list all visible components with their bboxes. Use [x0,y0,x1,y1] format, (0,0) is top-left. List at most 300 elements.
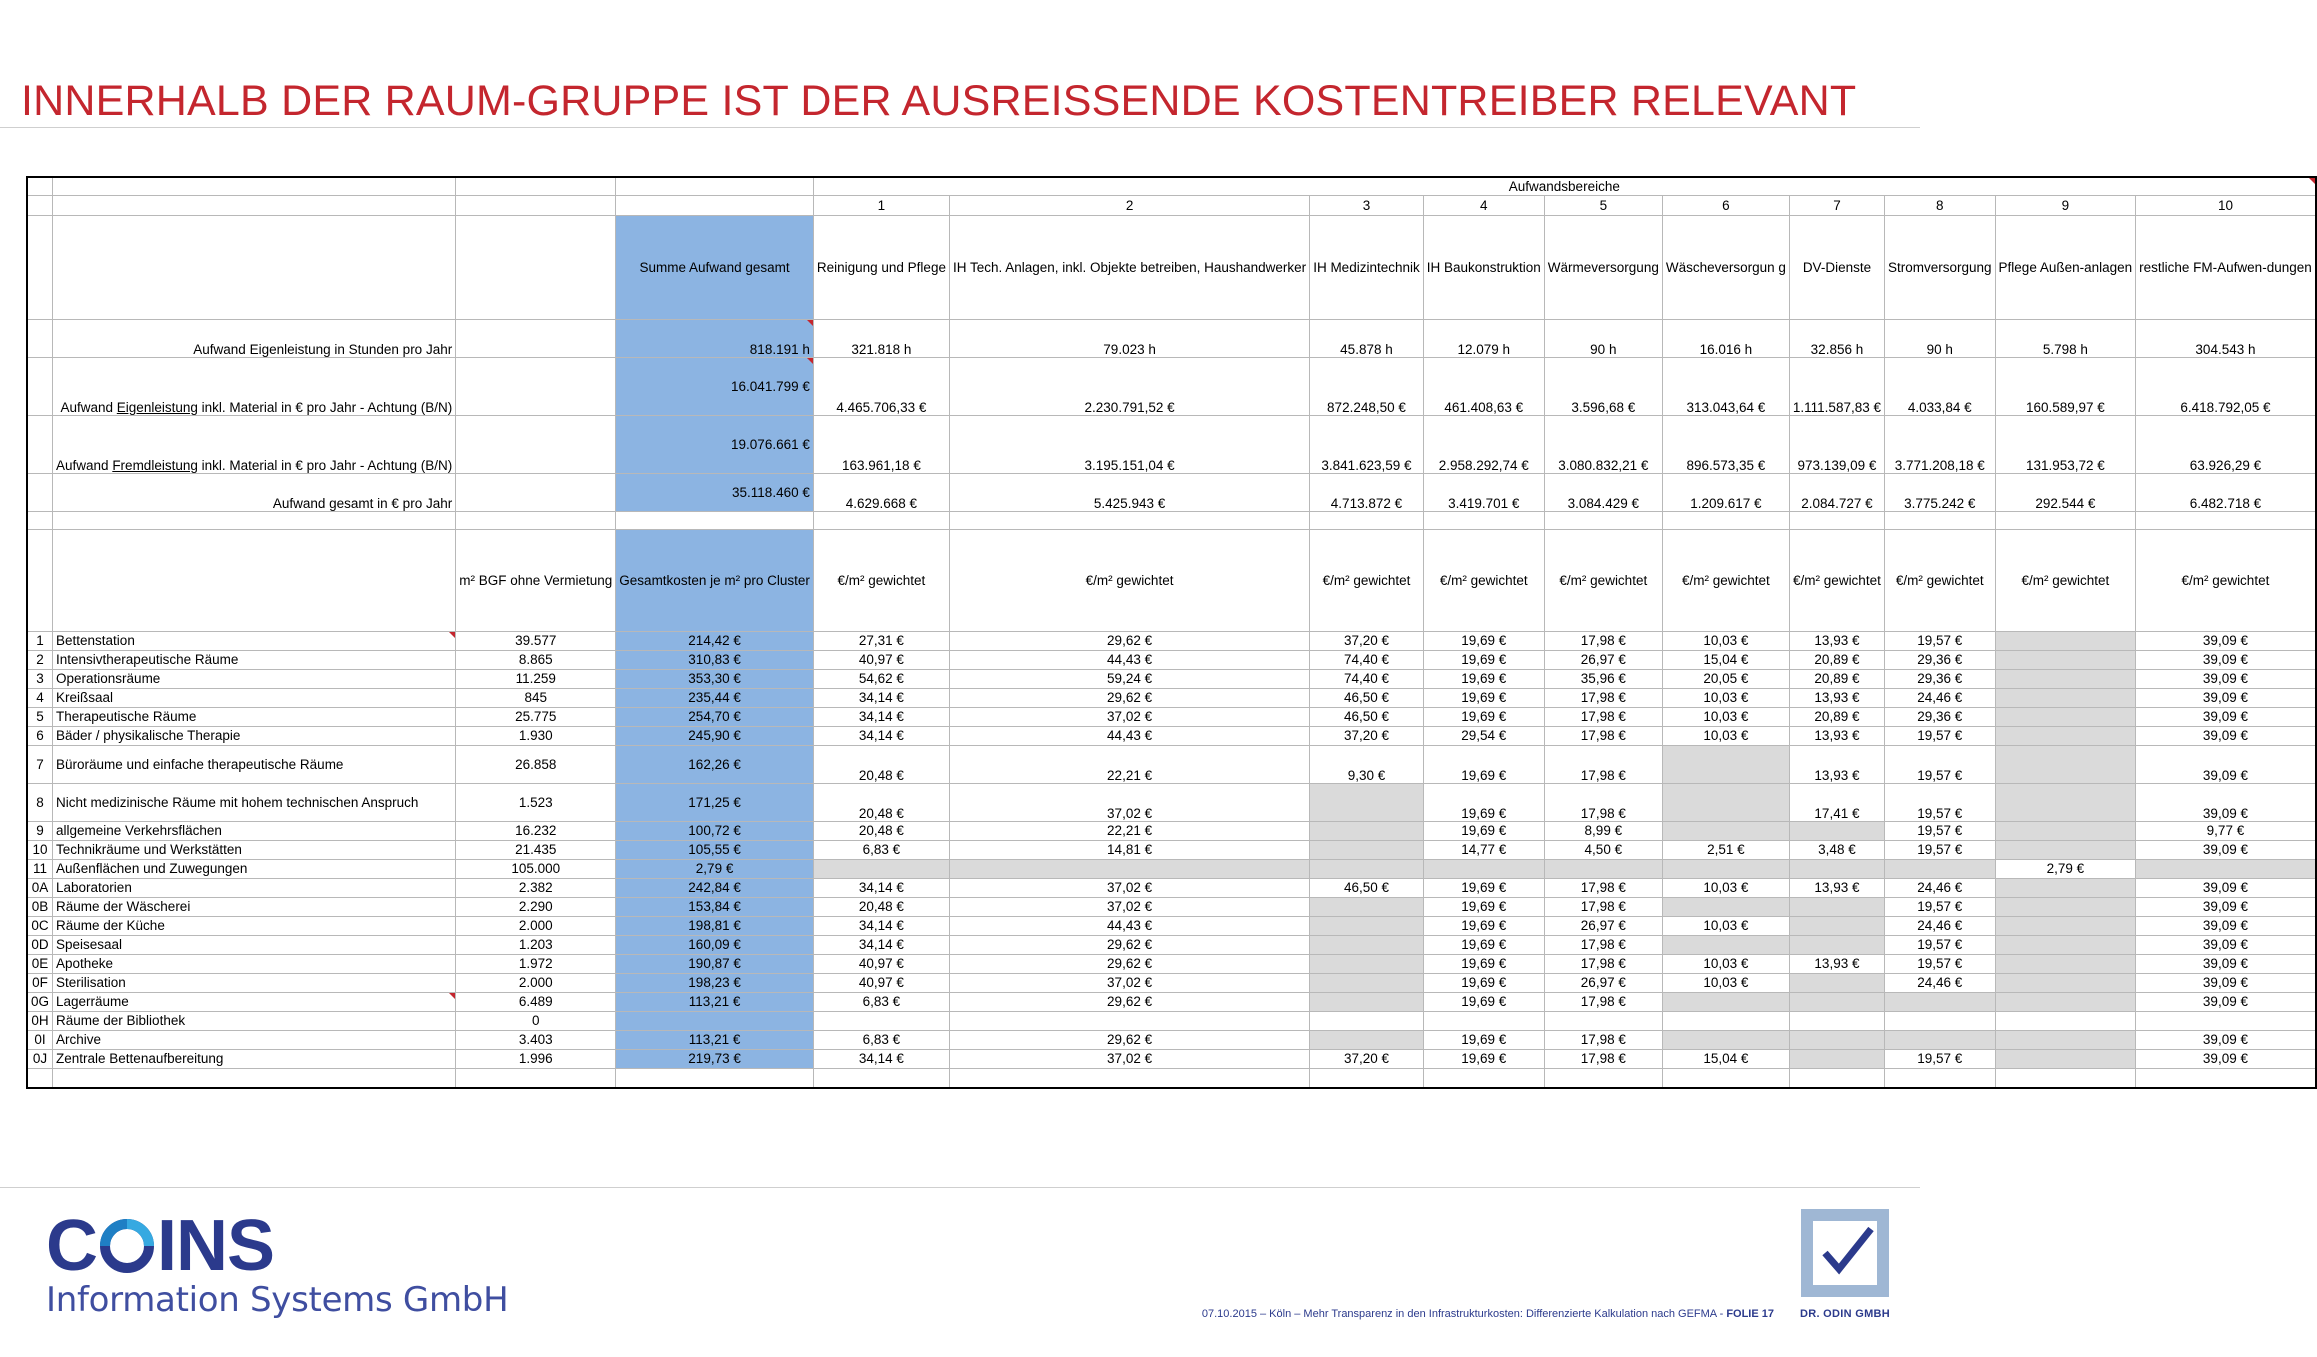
cluster-value [1995,726,2136,745]
empty-cell [1423,1068,1544,1088]
cluster-value [1423,1011,1544,1030]
category-header: IH Baukonstruktion [1423,215,1544,319]
summary-row [27,357,2316,415]
summary-value: 973.139,09 € [1789,415,1884,473]
summary-value: 896.573,35 € [1662,415,1789,473]
cluster-value: 19,69 € [1423,1030,1544,1049]
summary-value: 12.079 h [1423,319,1544,357]
cluster-name: Räume der Küche [53,916,456,935]
cluster-value: 20,48 € [813,897,949,916]
column-number: 1 [813,195,949,215]
category-header: Wärmeversorgung [1544,215,1662,319]
header-number-row [27,195,2316,215]
cluster-bgf: 0 [456,1011,616,1030]
weighted-header: €/m² gewichtet [1423,529,1544,631]
empty-cell [813,511,949,529]
weighted-header: €/m² gewichtet [949,529,1309,631]
cluster-value: 19,69 € [1423,897,1544,916]
cluster-value: 74,40 € [1310,650,1424,669]
cluster-name: Technikräume und Werkstätten [53,840,456,859]
column-number: 9 [1995,195,2136,215]
summary-value: 5.425.943 € [949,473,1309,511]
cluster-index: 2 [27,650,53,669]
cluster-value: 19,69 € [1423,669,1544,688]
cluster-value: 20,48 € [813,821,949,840]
cluster-value [1995,1030,2136,1049]
cluster-value: 29,62 € [949,688,1309,707]
cluster-value: 19,69 € [1423,916,1544,935]
cluster-value: 40,97 € [813,973,949,992]
weighted-header: €/m² gewichtet [813,529,949,631]
cluster-value: 6,83 € [813,992,949,1011]
cluster-value: 29,36 € [1885,650,1996,669]
cluster-cost: 162,26 € [616,745,814,783]
empty-cell [616,511,814,529]
summary-value: 3.419.701 € [1423,473,1544,511]
category-header: restliche FM-Aufwen-dungen [2136,215,2316,319]
empty-cell [27,319,53,357]
cluster-value [1789,1049,1884,1068]
cluster-value [1995,631,2136,650]
cluster-value [1310,992,1424,1011]
cluster-value: 17,98 € [1544,707,1662,726]
summary-value: 4.629.668 € [813,473,949,511]
cluster-value: 37,20 € [1310,1049,1424,1068]
summary-value: 4.465.706,33 € [813,357,949,415]
cluster-value [1310,897,1424,916]
cluster-name: Zentrale Bettenaufbereitung [53,1049,456,1068]
cluster-value: 46,50 € [1310,707,1424,726]
cluster-value: 17,98 € [1544,783,1662,821]
cluster-row [27,821,2316,840]
cluster-index: 9 [27,821,53,840]
summary-value: 321.818 h [813,319,949,357]
cluster-value: 39,09 € [2136,878,2316,897]
cluster-value: 39,09 € [2136,935,2316,954]
summary-value: 6.482.718 € [2136,473,2316,511]
cluster-bgf: 39.577 [456,631,616,650]
cluster-value: 34,14 € [813,935,949,954]
cluster-value: 3,48 € [1789,840,1884,859]
empty-cell [27,511,53,529]
cluster-bgf: 11.259 [456,669,616,688]
column-number: 4 [1423,195,1544,215]
cluster-row [27,935,2316,954]
cluster-name: Bäder / physikalische Therapie [53,726,456,745]
cluster-value: 19,57 € [1885,745,1996,783]
empty-cell [616,1068,814,1088]
summary-value: 4.713.872 € [1310,473,1424,511]
summary-total: 818.191 h [616,319,814,357]
cluster-value [1662,859,1789,878]
cluster-value: 39,09 € [2136,954,2316,973]
cluster-name: Therapeutische Räume [53,707,456,726]
cluster-index: 6 [27,726,53,745]
cluster-bgf: 845 [456,688,616,707]
cluster-value [1310,840,1424,859]
summary-row [27,319,2316,357]
cluster-index: 0F [27,973,53,992]
cluster-cost: 353,30 € [616,669,814,688]
empty-cell [616,177,814,195]
cluster-row [27,1011,2316,1030]
summary-value: 5.798 h [1995,319,2136,357]
empty-cell [456,177,616,195]
cluster-value [1995,954,2136,973]
cluster-index: 0G [27,992,53,1011]
cluster-value: 17,98 € [1544,1049,1662,1068]
cluster-value: 37,20 € [1310,726,1424,745]
cluster-value: 10,03 € [1662,726,1789,745]
empty-cell [1789,511,1884,529]
cluster-row [27,631,2316,650]
cost-table [26,176,2317,1089]
empty-cell [27,415,53,473]
empty-cell [27,215,53,319]
label-part: inkl. Material in € pro Jahr - Achtung (B/N) [197,399,453,415]
cluster-value: 34,14 € [813,707,949,726]
cluster-value: 2,51 € [1662,840,1789,859]
cluster-index: 0B [27,897,53,916]
cluster-cost: 198,23 € [616,973,814,992]
cluster-value: 20,48 € [813,783,949,821]
cluster-value: 39,09 € [2136,992,2316,1011]
cluster-value [1995,745,2136,783]
cluster-name: allgemeine Verkehrsflächen [53,821,456,840]
cluster-name: Räume der Wäscherei [53,897,456,916]
empty-cell [27,1068,53,1088]
cluster-value: 44,43 € [949,726,1309,745]
empty-cell [27,357,53,415]
cluster-index: 10 [27,840,53,859]
cost-header: Gesamtkosten je m² pro Cluster [616,529,814,631]
cluster-cost: 242,84 € [616,878,814,897]
empty-cell [456,357,616,415]
cluster-value: 34,14 € [813,916,949,935]
summary-value: 3.596,68 € [1544,357,1662,415]
cluster-value: 24,46 € [1885,878,1996,897]
cluster-value: 34,14 € [813,688,949,707]
cluster-value [1995,992,2136,1011]
dr-odin-logo [1790,1205,1900,1320]
footer-note-text: 07.10.2015 – Köln – Mehr Transparenz in den Infrastrukturkosten: Differenzierte Kalkulation nach GEFMA - [1201,1308,1727,1320]
footer-note [1202,1308,1774,1320]
summary-total: 16.041.799 € [616,357,814,415]
cluster-value [1789,992,1884,1011]
cluster-value: 9,77 € [2136,821,2316,840]
cluster-value: 39,09 € [2136,631,2316,650]
cluster-bgf: 1.972 [456,954,616,973]
cluster-row [27,840,2316,859]
cluster-value: 24,46 € [1885,973,1996,992]
cluster-value: 2,79 € [1995,859,2136,878]
cluster-value: 13,93 € [1789,954,1884,973]
empty-cell [1662,511,1789,529]
cluster-value [1662,992,1789,1011]
cluster-name: Bettenstation [53,631,456,650]
cluster-bgf: 16.232 [456,821,616,840]
summary-label [53,415,456,473]
cluster-cost: 310,83 € [616,650,814,669]
cluster-value [1310,916,1424,935]
summary-value: 2.958.292,74 € [1423,415,1544,473]
cluster-value: 19,57 € [1885,821,1996,840]
slide-number: FOLIE 17 [1726,1308,1774,1320]
header-category-row [27,215,2316,319]
empty-cell [616,195,814,215]
category-header: IH Medizintechnik [1310,215,1424,319]
cluster-value [1995,688,2136,707]
cluster-value: 13,93 € [1789,688,1884,707]
cluster-index: 0I [27,1030,53,1049]
cluster-value: 15,04 € [1662,650,1789,669]
cluster-value: 10,03 € [1662,954,1789,973]
column-number: 6 [1662,195,1789,215]
cluster-value: 74,40 € [1310,669,1424,688]
cluster-value [1310,859,1424,878]
cluster-value: 19,57 € [1885,935,1996,954]
cluster-value [1662,821,1789,840]
category-header: DV-Dienste [1789,215,1884,319]
cluster-value [1662,935,1789,954]
cluster-value: 19,69 € [1423,992,1544,1011]
cluster-value: 20,48 € [813,745,949,783]
cluster-index: 8 [27,783,53,821]
cluster-value: 54,62 € [813,669,949,688]
cluster-value: 10,03 € [1662,707,1789,726]
cluster-value: 13,93 € [1789,878,1884,897]
cluster-value [1662,1030,1789,1049]
empty-cell [27,473,53,511]
cluster-name: Apotheke [53,954,456,973]
summary-value: 160.589,97 € [1995,357,2136,415]
cluster-value: 17,98 € [1544,631,1662,650]
cluster-value: 17,98 € [1544,745,1662,783]
cluster-value: 15,04 € [1662,1049,1789,1068]
cluster-value [1885,1030,1996,1049]
cluster-row [27,726,2316,745]
cluster-value: 29,54 € [1423,726,1544,745]
cluster-value [813,1011,949,1030]
cluster-index: 1 [27,631,53,650]
cluster-value: 19,69 € [1423,821,1544,840]
odin-label: DR. ODIN GMBH [1799,1308,1891,1320]
cluster-value: 19,57 € [1885,631,1996,650]
empty-cell [2136,511,2316,529]
cluster-index: 0J [27,1049,53,1068]
cluster-cost: 113,21 € [616,992,814,1011]
cluster-value [1310,783,1424,821]
weighted-header: €/m² gewichtet [1995,529,2136,631]
column-number: 10 [2136,195,2316,215]
empty-cell [27,529,53,631]
cluster-value: 20,89 € [1789,650,1884,669]
cluster-value [1544,1011,1662,1030]
cluster-cost: 160,09 € [616,935,814,954]
cluster-row [27,916,2316,935]
cluster-value [1544,859,1662,878]
summary-label: Aufwand Eigenleistung in Stunden pro Jahr [53,319,456,357]
logo-letters: INS [157,1206,275,1286]
cluster-value: 10,03 € [1662,688,1789,707]
cluster-value: 34,14 € [813,878,949,897]
summary-value: 3.195.151,04 € [949,415,1309,473]
cluster-value: 19,69 € [1423,707,1544,726]
logo-swirl-icon [99,1218,155,1274]
cluster-value: 29,62 € [949,992,1309,1011]
cluster-value: 46,50 € [1310,878,1424,897]
label-underlined: Eigenleistung [116,399,198,415]
cluster-value [1789,1011,1884,1030]
cluster-value: 14,81 € [949,840,1309,859]
summary-label: Aufwand gesamt in € pro Jahr [53,473,456,511]
cluster-name: Nicht medizinische Räume mit hohem technischen Anspruch [53,783,456,821]
cluster-value: 19,69 € [1423,935,1544,954]
cluster-value: 20,89 € [1789,669,1884,688]
cluster-value: 20,89 € [1789,707,1884,726]
cluster-value: 17,41 € [1789,783,1884,821]
cluster-row [27,992,2316,1011]
empty-cell [1423,511,1544,529]
cluster-value: 17,98 € [1544,935,1662,954]
cluster-index: 0E [27,954,53,973]
summary-value: 313.043,64 € [1662,357,1789,415]
cluster-row [27,1049,2316,1068]
empty-cell [456,195,616,215]
column-number: 8 [1885,195,1996,215]
cluster-value: 19,69 € [1423,688,1544,707]
cluster-name: Laboratorien [53,878,456,897]
cluster-value [1885,1011,1996,1030]
cluster-value [1423,859,1544,878]
cluster-bgf: 2.000 [456,973,616,992]
cluster-value: 20,05 € [1662,669,1789,688]
bgf-header: m² BGF ohne Vermietung [456,529,616,631]
cluster-value: 19,69 € [1423,878,1544,897]
empty-cell [1310,1068,1424,1088]
cluster-value: 19,69 € [1423,650,1544,669]
cluster-bgf: 6.489 [456,992,616,1011]
cluster-row [27,897,2316,916]
summary-value: 2.084.727 € [1789,473,1884,511]
cluster-value: 37,20 € [1310,631,1424,650]
cluster-value [1885,992,1996,1011]
empty-cell [53,511,456,529]
cluster-value: 19,57 € [1885,840,1996,859]
cluster-cost: 100,72 € [616,821,814,840]
aufwandsbereiche-header: Aufwandsbereiche [813,177,2315,195]
cluster-value [1789,973,1884,992]
cluster-value [1995,1011,2136,1030]
cluster-value: 17,98 € [1544,688,1662,707]
cluster-name: Sterilisation [53,973,456,992]
cluster-value: 19,69 € [1423,954,1544,973]
cluster-name: Außenflächen und Zuwegungen [53,859,456,878]
summary-label [53,357,456,415]
cluster-value: 37,02 € [949,1049,1309,1068]
cluster-value: 29,62 € [949,1030,1309,1049]
cluster-bgf: 2.382 [456,878,616,897]
empty-cell [1789,1068,1884,1088]
summary-value: 90 h [1885,319,1996,357]
column-number: 2 [949,195,1309,215]
cluster-row [27,1030,2316,1049]
cluster-value: 39,09 € [2136,783,2316,821]
summary-value: 45.878 h [1310,319,1424,357]
summary-value: 79.023 h [949,319,1309,357]
cluster-value: 19,57 € [1885,783,1996,821]
cluster-value: 19,69 € [1423,631,1544,650]
title-divider [0,127,1920,128]
cluster-name: Intensivtherapeutische Räume [53,650,456,669]
cluster-value: 14,77 € [1423,840,1544,859]
weighted-header: €/m² gewichtet [1544,529,1662,631]
cluster-value: 13,93 € [1789,631,1884,650]
cluster-value: 6,83 € [813,840,949,859]
empty-cell [949,511,1309,529]
summary-value: 304.543 h [2136,319,2316,357]
cluster-value: 34,14 € [813,1049,949,1068]
cluster-value: 19,57 € [1885,954,1996,973]
weighted-header: €/m² gewichtet [1789,529,1884,631]
cluster-value: 13,93 € [1789,745,1884,783]
cluster-value: 22,21 € [949,745,1309,783]
cluster-cost [616,1011,814,1030]
summary-value: 163.961,18 € [813,415,949,473]
cluster-value: 4,50 € [1544,840,1662,859]
empty-cell [53,177,456,195]
weighted-header: €/m² gewichtet [2136,529,2316,631]
cluster-value: 37,02 € [949,973,1309,992]
cluster-value [1310,973,1424,992]
empty-cell [27,177,53,195]
summary-value: 63.926,29 € [2136,415,2316,473]
cluster-value [1995,707,2136,726]
cluster-bgf: 25.775 [456,707,616,726]
cluster-value [1310,954,1424,973]
cluster-value: 40,97 € [813,650,949,669]
empty-cell [1995,511,2136,529]
cluster-bgf: 8.865 [456,650,616,669]
cluster-value: 8,99 € [1544,821,1662,840]
empty-cell [456,473,616,511]
cluster-row [27,745,2316,783]
cluster-bgf: 1.203 [456,935,616,954]
empty-cell [456,215,616,319]
cluster-index: 11 [27,859,53,878]
cluster-value [1995,669,2136,688]
cluster-value: 27,31 € [813,631,949,650]
cluster-value: 39,09 € [2136,897,2316,916]
cluster-cost: 153,84 € [616,897,814,916]
cluster-value [1995,821,2136,840]
cluster-row [27,973,2316,992]
cluster-name: Kreißsaal [53,688,456,707]
summary-row [27,415,2316,473]
cluster-bgf: 1.930 [456,726,616,745]
cluster-value: 46,50 € [1310,688,1424,707]
cluster-value: 40,97 € [813,954,949,973]
cluster-name: Räume der Bibliothek [53,1011,456,1030]
cluster-cost: 235,44 € [616,688,814,707]
logo-subtitle: Information Systems GmbH [46,1280,509,1320]
cluster-value [1310,1011,1424,1030]
cluster-index: 0A [27,878,53,897]
label-part: inkl. Material in € pro Jahr - Achtung (B/N) [197,457,453,473]
cluster-value: 29,62 € [949,954,1309,973]
cluster-value: 10,03 € [1662,973,1789,992]
cluster-cost: 254,70 € [616,707,814,726]
